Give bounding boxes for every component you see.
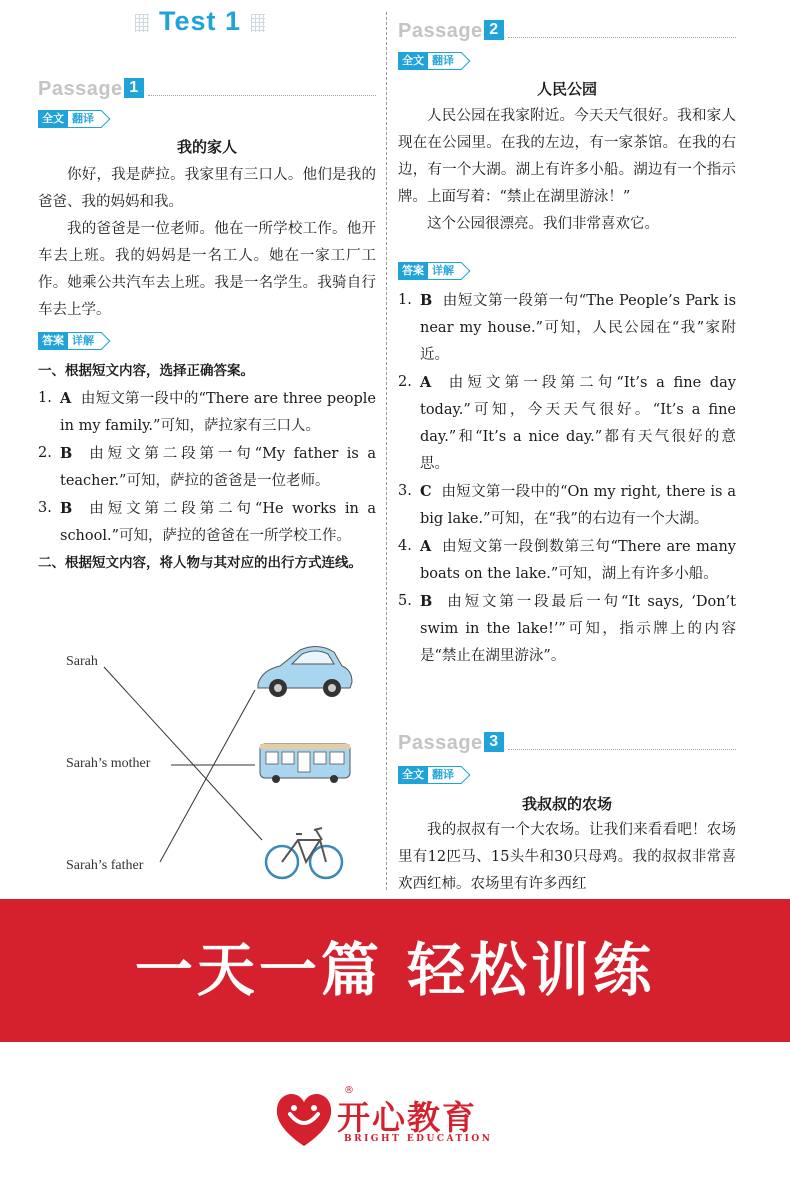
tag-label: 答案	[38, 332, 68, 350]
passage-word: Passage	[398, 20, 483, 42]
answer-content	[420, 369, 736, 478]
answer-content	[60, 440, 376, 495]
passage-1-header	[38, 74, 376, 100]
answer-letter: B	[60, 500, 73, 517]
answer-text: 由短文第一段最后一句“It says, ‘Don’t swim in the lake!’”可知，指示牌上的内容是“禁止在湖里游泳”。	[420, 594, 736, 664]
paragraph: 我的爸爸是一位老师。他在一所学校工作。他开车去上班。我的妈妈是一名工人。她在一家工厂工作。她乘公共汽车去上班。我是一名学生。我骑自行车去上学。	[38, 221, 376, 318]
bicycle-icon	[266, 828, 342, 878]
answer-text: 由短文第一段第二句“It’s a fine day today.”可知，今天天气很好。“It’s a fine day.”和“It’s a nice day.”都有天气很好的意思。	[420, 375, 737, 472]
passage-1-title: 我的家人	[176, 138, 237, 156]
answer-number: 5.	[398, 593, 412, 609]
answer-text: 由短文第二段第一句“My father is a teacher.”可知，萨拉的爸爸是一位老师。	[60, 446, 376, 489]
car-icon	[258, 646, 352, 697]
answer-letter: B	[420, 292, 433, 309]
dotted-rule	[508, 37, 736, 38]
dotted-rule	[508, 749, 736, 750]
answer-item	[398, 478, 736, 533]
answer-text: 由短文第一段第一句“The People’s Park is near my house.”可知，人民公园在“我”家附近。	[420, 293, 737, 363]
tag-label: 全文	[398, 766, 428, 784]
answer-item	[38, 495, 376, 550]
tag-label: 答案	[398, 262, 428, 280]
answer-item	[398, 533, 736, 588]
smiling-heart-logo-icon	[272, 1088, 336, 1150]
answer-item	[398, 588, 736, 670]
promo-banner	[0, 899, 790, 1042]
passage-2-header	[398, 16, 736, 42]
answer-content	[420, 287, 736, 369]
passage-2-title: 人民公园	[536, 80, 597, 98]
answer-text: 由短文第一段中的“There are three people in my family.”可知，萨拉家有三口人。	[60, 391, 377, 434]
answer-letter: A	[60, 390, 72, 407]
test-title	[110, 6, 290, 37]
passage-word: Passage	[38, 78, 123, 100]
match-line-father-car	[160, 690, 255, 862]
answer-number: 3.	[38, 500, 52, 516]
tag-label: 翻译	[68, 110, 102, 128]
answer-number: 2.	[398, 374, 412, 390]
decorative-grid-icon	[251, 14, 265, 32]
banner-slogan: 一天一篇 轻松训练	[134, 936, 656, 1004]
answer-text: 由短文第一段倒数第三句“There are many boats on the lake.”可知，湖上有许多小船。	[420, 539, 736, 582]
answer-item	[38, 385, 376, 440]
paragraph: 人民公园在我家附近。今天天气很好。我和家人现在在公园里。在我的左边，有一家茶馆。在我的右边，有一个大湖。湖上有许多小船。湖边有一个指示牌。上面写着：“禁止在湖里游泳！”	[398, 108, 736, 205]
answer-letter: A	[420, 374, 432, 391]
answer-number: 3.	[398, 483, 412, 499]
answer-number: 2.	[38, 445, 52, 461]
paragraph: 这个公园很漂亮。我们非常喜欢它。	[427, 216, 659, 232]
brand-logo	[272, 1086, 532, 1156]
passage-number-badge: 3	[484, 732, 504, 752]
match-person-father: Sarah’s father	[66, 858, 144, 873]
full-translation-tag	[398, 52, 462, 70]
match-person-sarah: Sarah	[66, 654, 98, 669]
passage-1-answers	[38, 358, 376, 577]
passage-2-answers	[398, 287, 736, 670]
tag-label: 翻译	[428, 766, 462, 784]
test-title-text: Test 1	[158, 6, 242, 36]
answer-letter: B	[420, 593, 433, 610]
answer-text: 由短文第二段第二句“He works in a school.”可知，萨拉的爸爸在一所学校工作。	[60, 501, 377, 544]
bus-icon	[260, 744, 350, 783]
tag-label: 详解	[428, 262, 462, 280]
passage-3-header	[398, 728, 736, 754]
registered-mark: ®	[344, 1085, 354, 1096]
logo-english-name: BRIGHT EDUCATION	[344, 1134, 493, 1144]
tag-label: 翻译	[428, 52, 462, 70]
match-line-sarah-bike	[104, 667, 262, 840]
answer-item	[398, 287, 736, 369]
question-heading: 一、根据短文内容，选择正确答案。	[38, 363, 254, 379]
passage-3-body	[398, 817, 736, 895]
answer-explanation-tag	[398, 262, 462, 280]
passage-2-body	[398, 103, 736, 238]
passage-number-badge: 2	[484, 20, 504, 40]
paragraph: 我的叔叔有一个大农场。让我们来看看吧！农场里有12匹马、15头牛和30只母鸡。我的叔叔非常喜欢西红柿。农场里有许多西红	[398, 822, 736, 892]
answer-item	[398, 369, 736, 478]
decorative-grid-icon	[135, 14, 149, 32]
answer-content	[420, 478, 736, 533]
answer-letter: A	[420, 538, 432, 555]
answer-explanation-tag	[38, 332, 102, 350]
answer-content	[420, 533, 736, 588]
answer-text: 由短文第一段中的“On my right, there is a big lake.”可知，在“我”的右边有一个大湖。	[420, 484, 737, 527]
dotted-rule	[148, 95, 376, 96]
answer-letter: B	[60, 445, 73, 462]
tag-label: 全文	[398, 52, 428, 70]
answer-number: 4.	[398, 538, 412, 554]
answer-content	[60, 385, 376, 440]
answer-content	[60, 495, 376, 550]
passage-number-badge: 1	[124, 78, 144, 98]
paragraph: 你好，我是萨拉。我家里有三口人。他们是我的爸爸、我的妈妈和我。	[38, 167, 376, 210]
passage-word: Passage	[398, 732, 483, 754]
tag-label: 全文	[38, 110, 68, 128]
passage-3-title: 我叔叔的农场	[521, 795, 612, 813]
question-heading: 二、根据短文内容，将人物与其对应的出行方式连线。	[38, 555, 362, 571]
full-translation-tag	[38, 110, 102, 128]
answer-number: 1.	[38, 390, 52, 406]
logo-chinese-name: 开心教育	[337, 1098, 477, 1137]
full-translation-tag	[398, 766, 462, 784]
passage-1-body	[38, 162, 376, 324]
answer-number: 1.	[398, 292, 412, 308]
answer-item	[38, 440, 376, 495]
answer-letter: C	[420, 483, 432, 500]
answer-content	[420, 588, 736, 670]
matching-diagram	[0, 640, 390, 890]
match-person-mother: Sarah’s mother	[66, 756, 151, 771]
tag-label: 详解	[68, 332, 102, 350]
